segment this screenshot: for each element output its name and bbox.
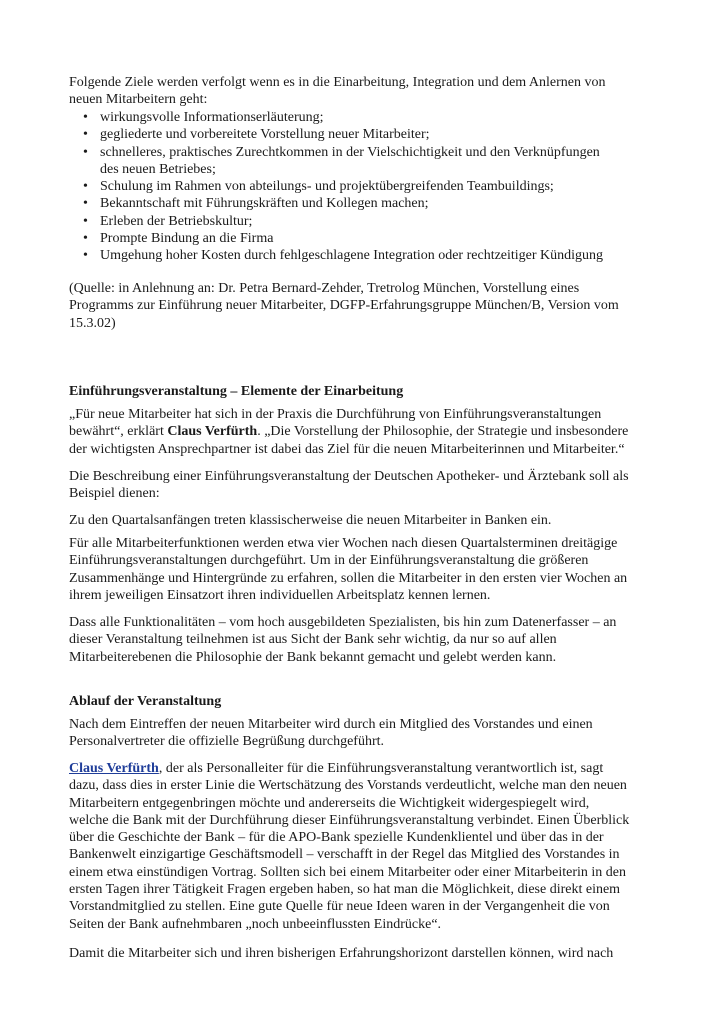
paragraph — [69, 945, 661, 962]
text-line: Zusammenhänge und Hintergründe zu erfahren, sollen die Mitarbeiter in den ersten vier Wochen an — [69, 570, 628, 586]
text-line: welche die Bank mit der Durchführung dieser Einführungsveranstaltung verbindet. Einen Überblick — [69, 812, 630, 828]
text-line: • Umgehung hoher Kosten durch fehlgeschlagene Integration oder rechtzeitiger Kündigung — [100, 248, 604, 264]
text-line: • wirkungsvolle Informationserläuterung; — [100, 110, 324, 125]
text-line: Seiten der Bank aufnehmbaren „noch unbeeinflussten Eindrücke“. — [69, 916, 442, 932]
text-line: • schnelleres, praktisches Zurechtkommen in der Vielschichtigkeit und den Verknüpfungen — [100, 144, 600, 160]
text-line: Für alle Mitarbeiterfunktionen werden etwa vier Wochen nach diesen Quartalsterminen dreitägige — [69, 536, 618, 551]
text-line: ihrem jeweiligen Einsatzort ihren individuellen Arbeitsplatz kennen lernen. — [69, 587, 491, 603]
paragraph — [69, 716, 661, 751]
person-name: Claus Verfürth — [167, 424, 258, 440]
text-line: Beispiel dienen: — [69, 486, 160, 502]
list-item — [69, 213, 669, 230]
list-item — [69, 178, 669, 195]
paragraph — [69, 614, 661, 666]
list-item — [69, 195, 669, 212]
text-line: 15.3.02) — [69, 315, 116, 331]
text-line: Nach dem Eintreffen der neuen Mitarbeiter wird durch ein Mitglied des Vorstandes und einen — [69, 717, 593, 732]
text-line: Bankenwelt einzigartige Geschäftsmodell – verschafft in der Regel das Mitglied des Vorstandes in — [69, 847, 620, 863]
source-citation — [69, 280, 661, 332]
text-line: • Prompte Bindung an die Firma — [100, 231, 274, 247]
text-line: dieser Veranstaltung teilnehmen ist aus Sicht der Bank sehr wichtig, da nur so auf allen — [69, 632, 557, 648]
paragraph — [69, 468, 661, 503]
text-line: einem etwa einstündigen Vortrag. Sollten sich bei einem Mitarbeiter oder einer Mitarbeiterin in den — [69, 864, 626, 880]
text-line: Dass alle Funktionalitäten – vom hoch ausgebildeten Spezialisten, bis hin zum Datenerfasser – an — [69, 615, 617, 630]
text-line: Mitarbeiterebenen die Philosophie der Bank bekannt gemacht und gelebt werden kann. — [69, 649, 557, 665]
text-line: dazu, dass dies in erster Linie die Wertschätzung des Vorstands verdeutlicht, welche man den neuen — [69, 778, 627, 794]
text-line: • Bekanntschaft mit Führungskräften und Kollegen machen; — [100, 196, 429, 212]
list-item — [69, 126, 669, 143]
text-line: über die Geschichte der Bank – für die APO-Bank spezielle Kundenklientel und über das in der — [69, 830, 604, 846]
text-line — [69, 423, 661, 440]
goals-list — [69, 109, 669, 265]
text-line: • Erleben der Betriebskultur; — [100, 213, 253, 229]
list-item — [69, 144, 669, 179]
quote-paragraph — [69, 406, 661, 458]
person-link[interactable]: Claus Verfürth — [69, 761, 159, 776]
text-line: Folgende Ziele werden verfolgt wenn es in die Einarbeitung, Integration und dem Anlernen von — [69, 75, 606, 90]
text-line: Damit die Mitarbeiter sich und ihren bisherigen Erfahrungshorizont darstellen können, wird nach — [69, 946, 614, 961]
text-line: • Schulung im Rahmen von abteilungs- und projektübergreifenden Teambuildings; — [100, 179, 554, 195]
paragraph — [69, 512, 661, 529]
text-line — [69, 760, 661, 777]
text-line: Personalvertreter die offizielle Begrüßung durchgeführt. — [69, 734, 385, 750]
quote-text: bewährt“, erklärt — [69, 424, 168, 440]
text-line: Vorstandmitglied zu stellen. Eine gute Quelle für neue Ideen waren in der Vergangenheit die von — [69, 899, 610, 915]
text-line: Programms zur Einführung neuer Mitarbeiter, DGFP-Erfahrungsgruppe München/B, Version vom — [69, 298, 619, 314]
text-line: Mitarbeitern entgegenbringen möchte und andererseits die Wichtigkeit widergespiegelt wird, — [69, 795, 590, 811]
paragraph — [69, 760, 661, 933]
text-line: „Für neue Mitarbeiter hat sich in der Praxis die Durchführung von Einführungsveranstaltungen — [69, 407, 602, 422]
text-line: ersten Tagen ihrer Tätigkeit Fragen ergeben haben, so hat man die Möglichkeit, diese direkt einem — [69, 882, 621, 898]
quote-text: . „Die Vorstellung der Philosophie, der Strategie und insbesondere — [257, 424, 629, 440]
intro-paragraph — [69, 74, 661, 109]
text-line: der wichtigsten Ansprechpartner ist dabei das Ziel für die neuen Mitarbeiterinnen und Mitarbeiter.“ — [69, 441, 625, 457]
text-line: des neuen Betriebes; — [100, 161, 216, 177]
paragraph-text: , der als Personalleiter für die Einführungsveranstaltung verantwortlich ist, sagt — [158, 761, 604, 776]
list-item — [69, 230, 669, 247]
text-line: (Quelle: in Anlehnung an: Dr. Petra Bernard-Zehder, Tretrolog München, Vorstellung eines — [69, 281, 580, 296]
text-line: • gegliederte und vorbereitete Vorstellung neuer Mitarbeiter; — [100, 127, 430, 143]
section-heading-einfuehrung: Einführungsveranstaltung – Elemente der Einarbeitung — [69, 384, 404, 399]
section-heading-ablauf: Ablauf der Veranstaltung — [69, 694, 222, 709]
text-line: Einführungsveranstaltungen durchgeführt. Um in der Einführungsveranstaltung die größeren — [69, 553, 589, 569]
paragraph — [69, 535, 661, 604]
text-line: neuen Mitarbeitern geht: — [69, 92, 208, 108]
text-line: Die Beschreibung einer Einführungsveranstaltung der Deutschen Apotheker- und Ärztebank soll als — [69, 469, 629, 484]
text-line: Zu den Quartalsanfängen treten klassischerweise die neuen Mitarbeiter in Banken ein. — [69, 513, 552, 528]
list-item — [69, 109, 669, 126]
list-item — [69, 247, 669, 264]
